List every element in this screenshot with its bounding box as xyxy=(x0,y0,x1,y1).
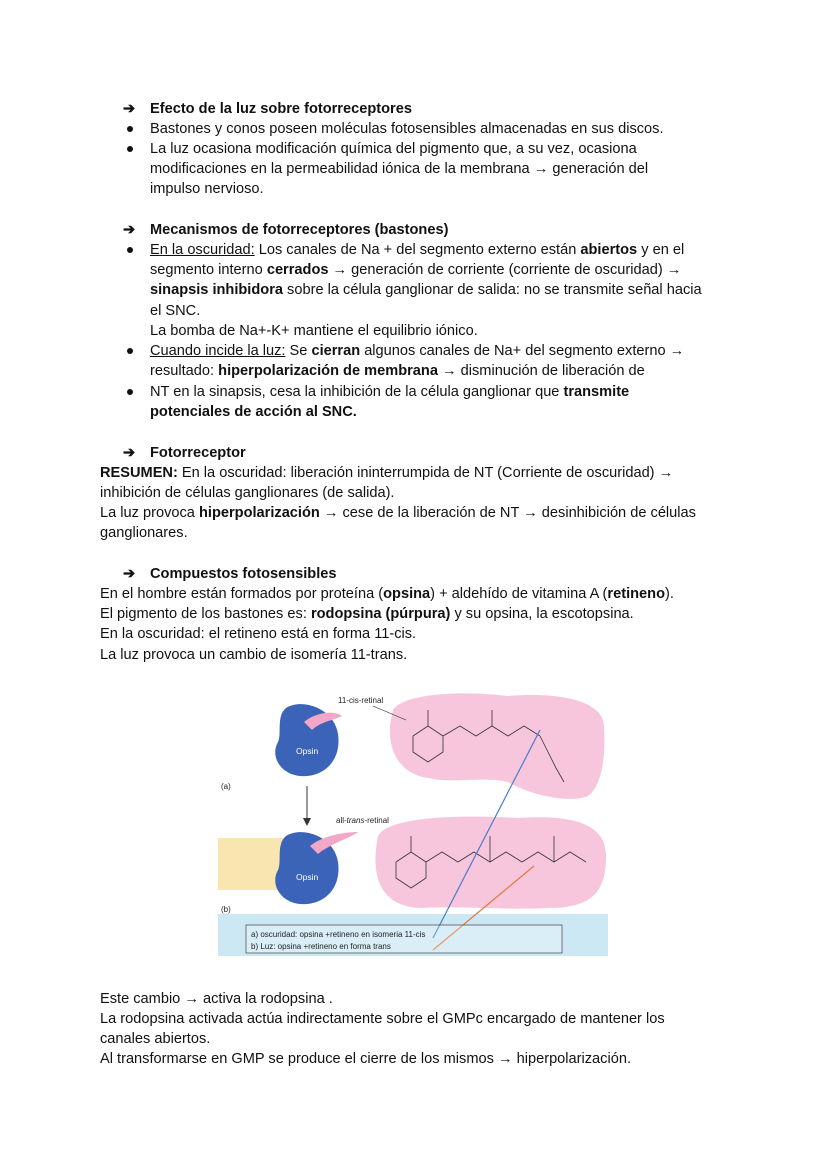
text-run: → disminución de liberación de xyxy=(437,363,645,380)
bullet-text xyxy=(150,341,715,381)
opsin-label-a: Opsin xyxy=(296,746,319,756)
section-heading-fotorreceptor xyxy=(123,443,246,463)
bullet-dot-icon xyxy=(127,348,133,354)
paragraph-line xyxy=(100,604,720,624)
bold-run: cierran xyxy=(311,343,361,359)
paragraph-line: En la oscuridad: el retineno está en forma 11-cis. xyxy=(100,626,417,642)
paragraph-line xyxy=(100,584,720,604)
opsin-label-b: Opsin xyxy=(296,872,319,882)
underlined-label: En la oscuridad: xyxy=(150,242,255,258)
text-run: ). xyxy=(665,586,674,602)
caption-line-b: b) Luz: opsina +retineno en forma trans xyxy=(251,942,391,951)
label-all-trans-retinal xyxy=(336,816,389,825)
bold-run: rodopsina (púrpura) xyxy=(310,606,451,622)
label-part: all- xyxy=(336,816,347,825)
bullet-dot-icon xyxy=(127,126,133,132)
heading-text: Fotorreceptor xyxy=(150,445,246,461)
bold-run: abiertos xyxy=(580,242,638,258)
bold-run: retineno xyxy=(607,586,665,602)
bullet-dot-icon xyxy=(127,389,133,395)
bold-run: transmite potenciales de acción al SNC. xyxy=(150,384,630,421)
bullet-text: La luz ocasiona modificación química del pigmento que, a su vez, ocasiona modificaciones en la permeabilidad iónica de la membrana → generación del impulso nervioso. xyxy=(150,141,649,198)
heading-text: Efecto de la luz sobre fotorreceptores xyxy=(150,101,412,117)
paragraph: La rodopsina activada actúa indirectamente sobre el GMPc encargado de mantener los canales abiertos. xyxy=(100,1011,665,1048)
text-run: → cese de la liberación de NT → desinhibición de células ganglionares. xyxy=(100,505,696,542)
text-run: En la oscuridad: liberación ininterrumpida de NT (Corriente de oscuridad) → inhibición de células ganglionares (de salida). xyxy=(100,465,674,502)
text-run: El pigmento de los bastones es: xyxy=(100,606,311,622)
section-heading-compuestos xyxy=(123,564,337,584)
panel-label-b: (b) xyxy=(221,905,231,914)
text-run: En el hombre están formados por proteína ( xyxy=(100,586,384,602)
text-run: algunos canales de Na+ del segmento externo → resultado: xyxy=(150,343,685,380)
section-heading-efecto xyxy=(123,99,412,119)
text-run: ) + aldehído de vitamina A ( xyxy=(430,586,608,602)
caption-line-a: a) oscuridad: opsina +retineno en isomeria 11-cis xyxy=(251,930,426,939)
bold-run: sinapsis inhibidora xyxy=(150,282,283,299)
bullet-text: Bastones y conos poseen moléculas fotosensibles almacenadas en sus discos. xyxy=(150,121,664,137)
bold-run: RESUMEN: xyxy=(100,465,178,481)
text-run: NT en la sinapsis, cesa la inhibición de la célula ganglionar que xyxy=(150,384,564,400)
bullet-dot-icon xyxy=(127,146,133,152)
text-run: → generación de corriente (corriente de oscuridad) → xyxy=(328,262,682,279)
arrow-icon: ➔ xyxy=(123,566,136,582)
paragraph xyxy=(100,503,700,543)
heading-text: Compuestos fotosensibles xyxy=(150,566,337,582)
bold-run: opsina xyxy=(383,586,431,602)
panel-label-a: (a) xyxy=(221,782,231,791)
bold-run: hiperpolarización xyxy=(198,505,320,521)
bullet-dot-icon xyxy=(127,247,133,253)
bullet-text xyxy=(150,240,715,341)
resumen-paragraph xyxy=(100,463,710,503)
text-run: La luz provoca xyxy=(100,505,199,521)
bold-run: cerrados xyxy=(266,262,329,279)
label-11-cis-retinal: 11-cis-retinal xyxy=(338,696,384,705)
paragraph-line: La luz provoca un cambio de isomería 11-trans. xyxy=(100,647,408,663)
text-run: Los canales de Na + del segmento externo están xyxy=(254,242,581,258)
label-part: trans xyxy=(346,816,365,825)
section-heading-mecanismos xyxy=(123,220,448,240)
arrow-icon: ➔ xyxy=(123,222,136,238)
heading-text: Mecanismos de fotorreceptores (bastones) xyxy=(150,222,449,238)
underlined-label: Cuando incide la luz: xyxy=(150,343,286,359)
arrow-icon: ➔ xyxy=(123,445,136,461)
bold-run: hiperpolarización de membrana xyxy=(218,363,438,380)
label-part: -retinal xyxy=(364,816,389,825)
text-run: y su opsina, la escotopsina. xyxy=(450,606,634,622)
arrow-icon: ➔ xyxy=(123,101,136,117)
text-run: Se xyxy=(285,343,312,359)
paragraph-line: Este cambio → activa la rodopsina . xyxy=(100,991,333,1007)
text-run: y en el segmento interno xyxy=(150,242,685,279)
bullet-text xyxy=(150,382,670,422)
pink-region-trans xyxy=(375,817,606,909)
paragraph-line: Al transformarse en GMP se produce el cierre de los mismos → hiperpolarización. xyxy=(100,1051,631,1067)
text-run: La bomba de Na+-K+ mantiene el equilibrio iónico. xyxy=(150,322,478,339)
retinal-isomerization-figure xyxy=(218,686,608,956)
text-run: sobre la célula ganglionar de salida: no se transmite señal hacia el SNC. xyxy=(150,282,702,319)
